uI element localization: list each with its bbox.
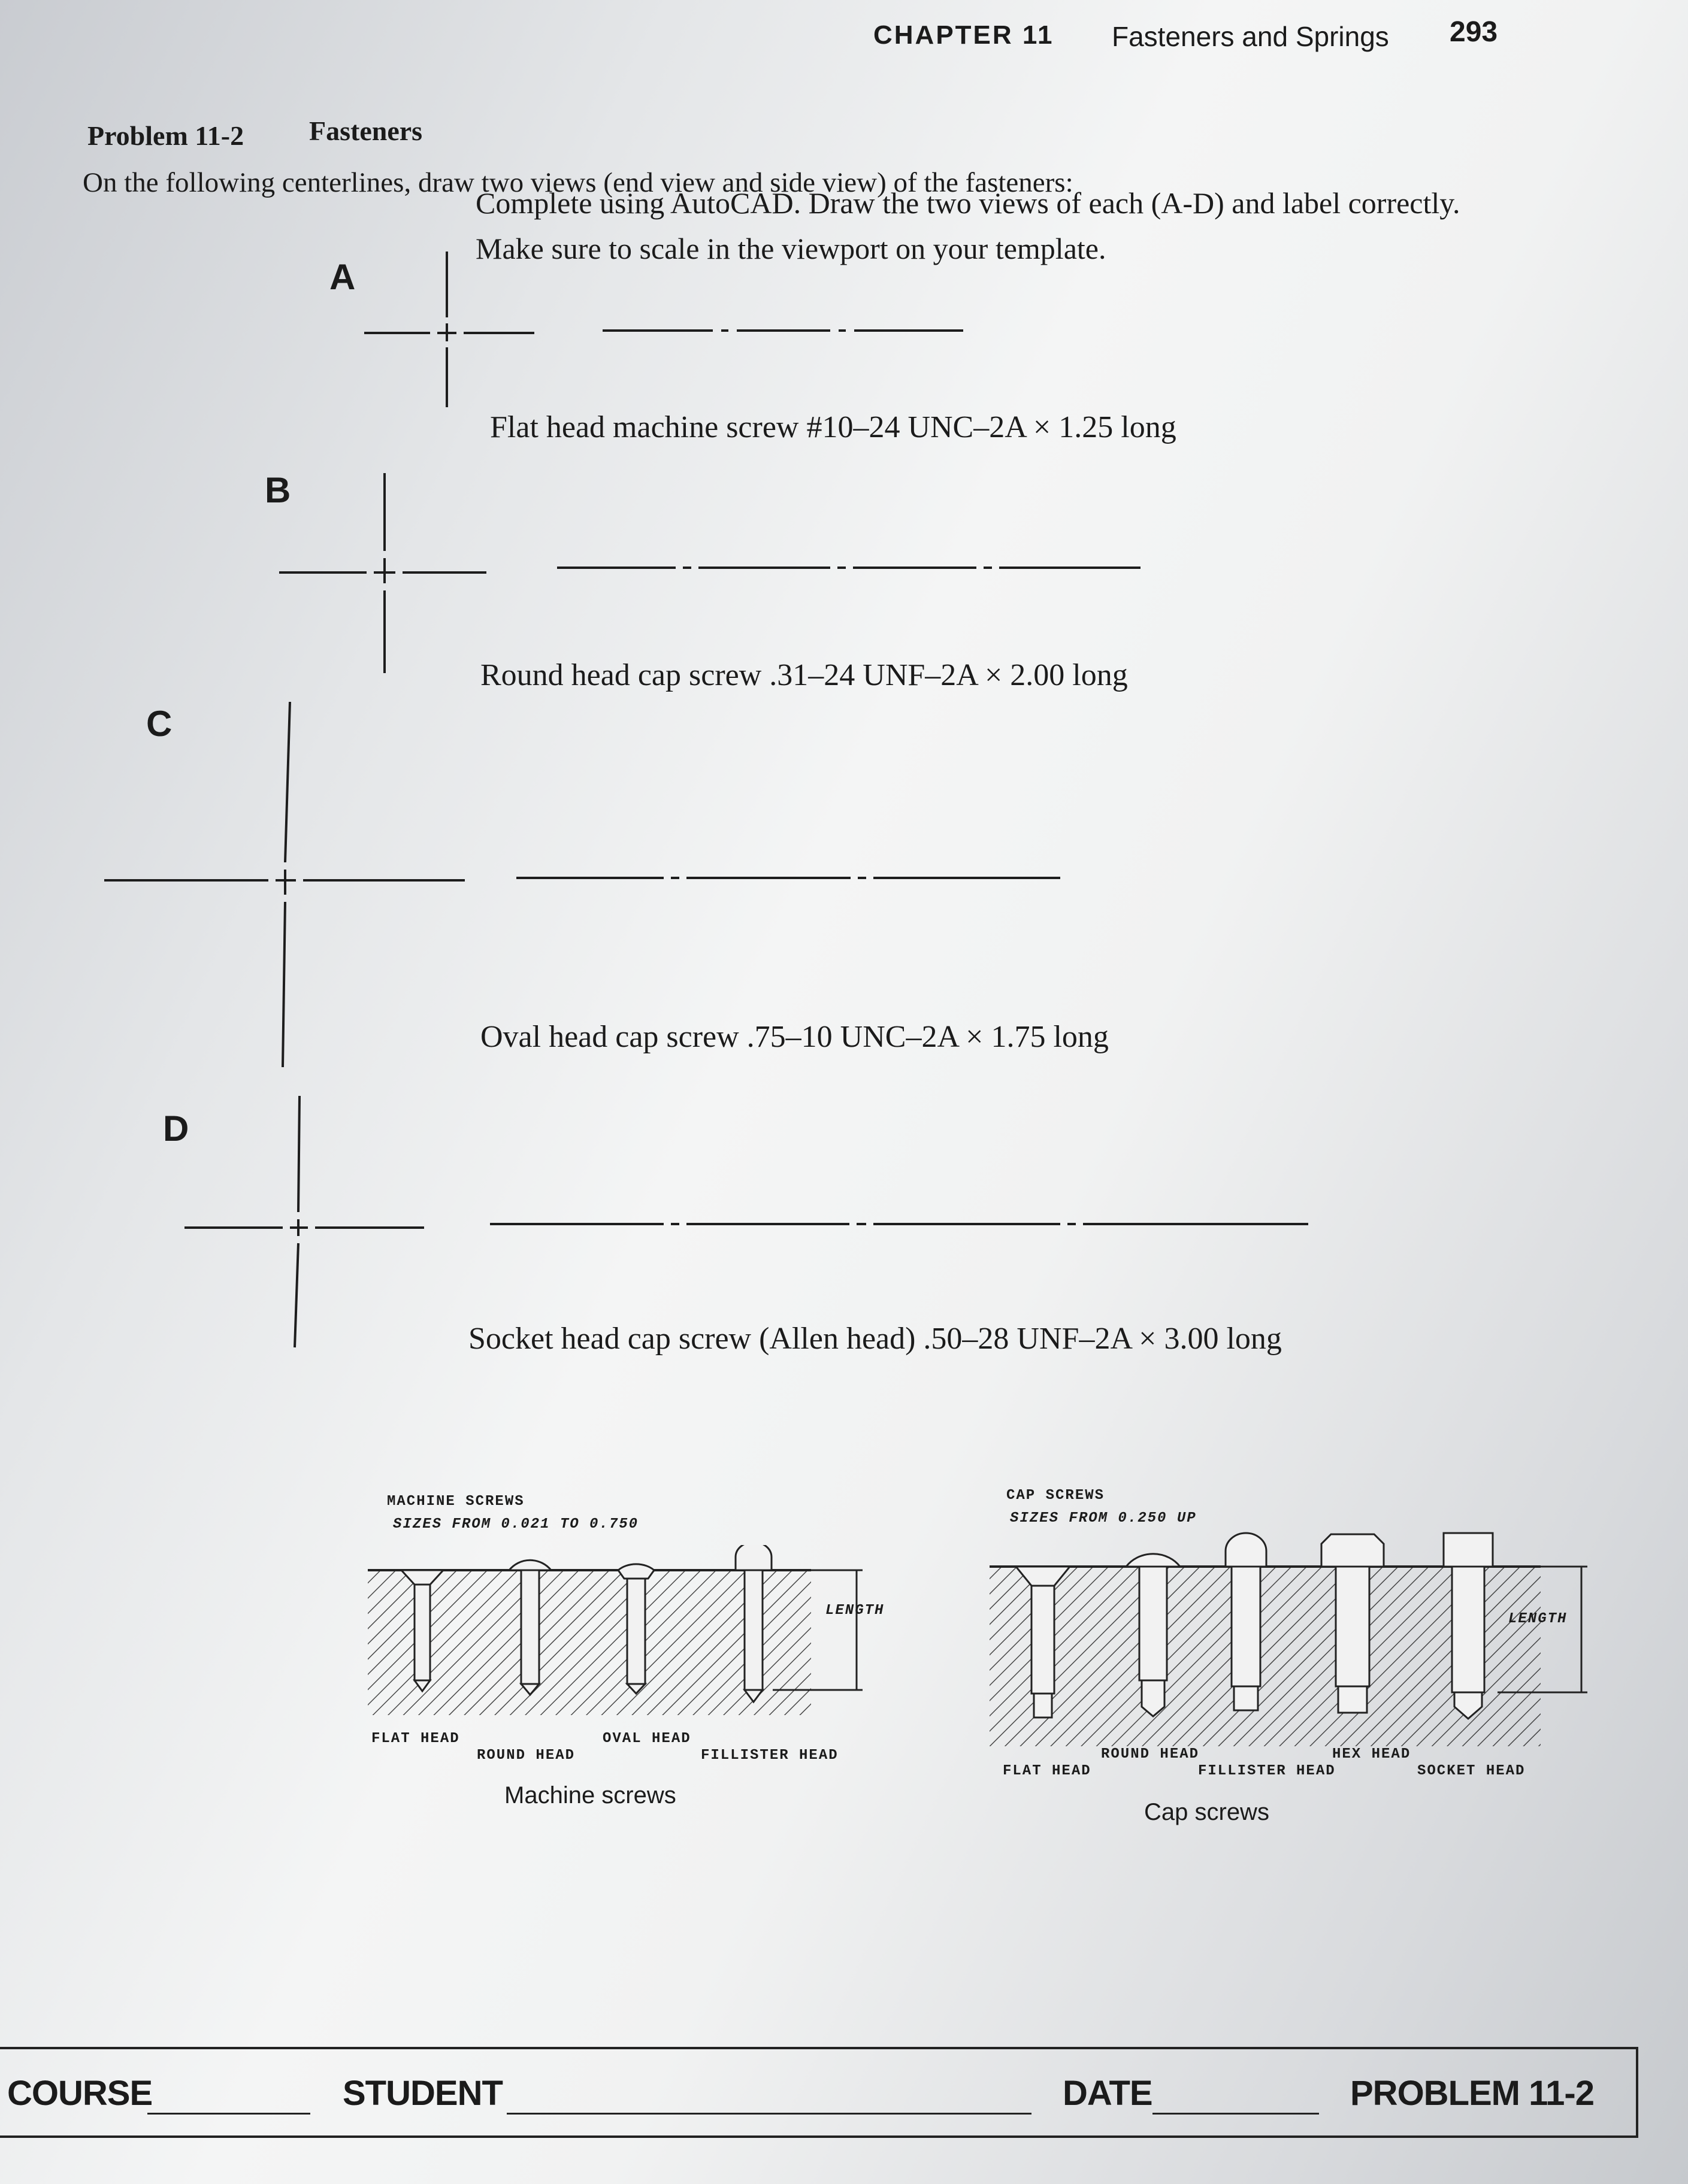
footer-problem-label: PROBLEM 11-2 <box>1350 2074 1594 2113</box>
cap-fig-title: CAP SCREWS <box>1006 1488 1105 1504</box>
cap-label-fillister: FILLISTER HEAD <box>1198 1763 1336 1779</box>
chapter-label: CHAPTER 11 <box>873 20 1054 50</box>
machine-fig-caption: Machine screws <box>504 1782 676 1809</box>
centerline-b <box>279 473 1141 673</box>
footer-date-label: DATE <box>1063 2074 1152 2113</box>
centerline-c <box>104 702 1060 1067</box>
item-caption-a: Flat head machine screw #10–24 UNC–2A × 1.25 long <box>490 410 1176 444</box>
machine-label-flat: FLAT HEAD <box>371 1731 460 1747</box>
problem-title: Fasteners <box>309 116 423 146</box>
item-letter-c: C <box>146 704 173 744</box>
item-caption-c: Oval head cap screw .75–10 UNC–2A × 1.75 long <box>480 1020 1109 1054</box>
machine-fig-title: MACHINE SCREWS <box>387 1494 525 1510</box>
centerline-d <box>184 1096 1308 1347</box>
cap-label-flat: FLAT HEAD <box>1003 1763 1091 1779</box>
cap-label-hex: HEX HEAD <box>1332 1746 1411 1762</box>
footer-student-label: STUDENT <box>343 2074 503 2113</box>
instruction-line-1: On the following centerlines, draw two views (end view and side view) of the fasteners: <box>83 167 1073 198</box>
machine-label-oval: OVAL HEAD <box>603 1731 691 1747</box>
cap-fig-subtitle: SIZES FROM 0.250 UP <box>1010 1510 1197 1526</box>
item-letter-d: D <box>163 1108 189 1149</box>
page-number: 293 <box>1450 16 1498 48</box>
centerline-a <box>364 252 963 407</box>
machine-label-fillister: FILLISTER HEAD <box>701 1747 839 1764</box>
cap-length-label: LENGTH <box>1508 1611 1568 1627</box>
machine-screws-drawing <box>359 1545 875 1725</box>
machine-fig-subtitle: SIZES FROM 0.021 TO 0.750 <box>393 1516 639 1532</box>
footer-course-field[interactable] <box>147 2113 310 2115</box>
instruction-line-3: Make sure to scale in the viewport on your template. <box>476 232 1106 265</box>
machine-length-label: LENGTH <box>825 1603 885 1619</box>
item-letter-b: B <box>265 470 291 510</box>
item-caption-b: Round head cap screw .31–24 UNF–2A × 2.00 long <box>480 658 1128 692</box>
item-letter-a: A <box>329 257 356 297</box>
machine-label-round: ROUND HEAD <box>477 1747 576 1764</box>
cap-screws-drawing <box>982 1509 1593 1749</box>
instruction-line-2: Complete using AutoCAD. Draw the two views of each (A-D) and label correctly. <box>476 186 1460 220</box>
footer-course-label: COURSE <box>7 2074 153 2113</box>
cap-label-round: ROUND HEAD <box>1101 1746 1200 1762</box>
item-caption-d: Socket head cap screw (Allen head) .50–28 UNF–2A × 3.00 long <box>468 1322 1282 1356</box>
problem-number: Problem 11-2 <box>87 120 244 151</box>
chapter-title: Fasteners and Springs <box>1112 21 1389 52</box>
cap-fig-caption: Cap screws <box>1144 1799 1269 1825</box>
footer-date-field[interactable] <box>1152 2113 1319 2115</box>
footer-student-field[interactable] <box>507 2113 1031 2115</box>
cap-label-socket: SOCKET HEAD <box>1417 1763 1526 1779</box>
